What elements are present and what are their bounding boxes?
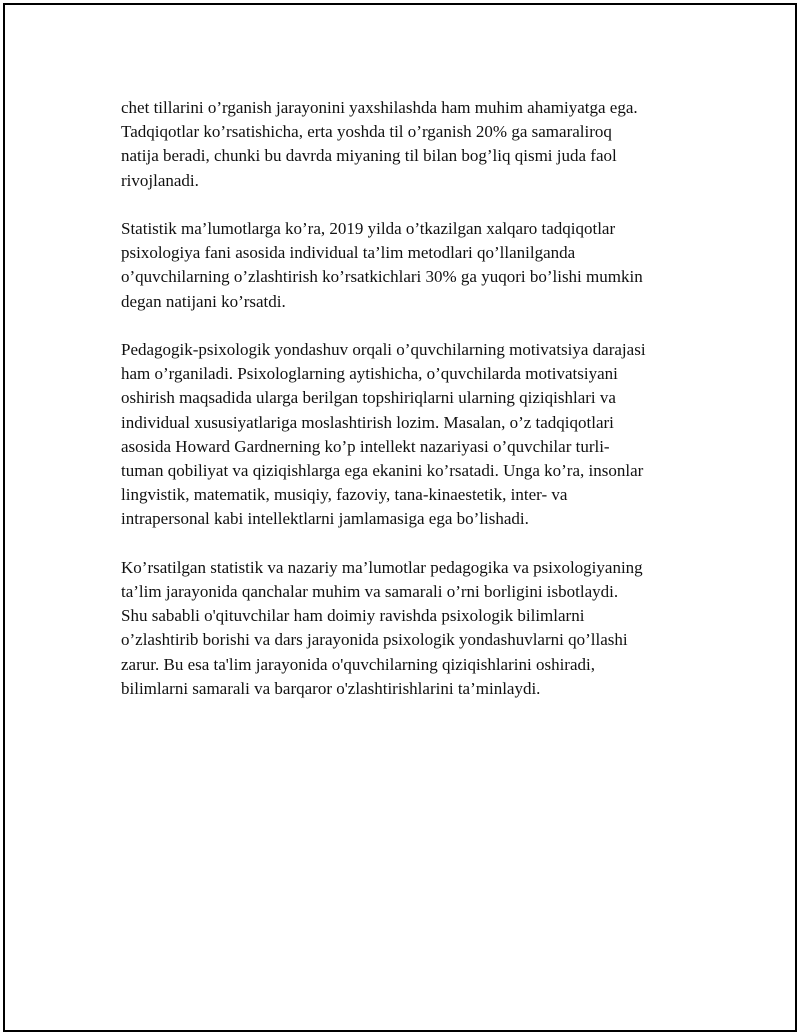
text-line: chet tillarini o’rganish jarayonini yaxshilashda ham muhim ahamiyatga ega. <box>121 98 638 117</box>
paragraph-4 <box>121 556 701 701</box>
text-line: degan natijani ko’rsatdi. <box>121 291 286 311</box>
text-line: intrapersonal kabi intellektlarni jamlamasiga ega bo’lishadi. <box>121 509 529 529</box>
text-line: individual xususiyatlariga moslashtirish lozim. Masalan, o’z tadqiqotlari <box>121 412 614 432</box>
paragraph-2 <box>121 217 701 314</box>
page-body <box>121 96 701 725</box>
text-line: o’quvchilarning o’zlashtirish ko’rsatkichlari 30% ga yuqori bo’lishi mumkin <box>121 267 643 287</box>
text-line: asosida Howard Gardnerning ko’p intellekt nazariyasi o’quvchilar turli- <box>121 436 610 456</box>
text-line: Statistik ma’lumotlarga ko’ra, 2019 yilda o’tkazilgan xalqaro tadqiqotlar <box>121 219 616 238</box>
text-line: Pedagogik-psixologik yondashuv orqali o’quvchilarning motivatsiya darajasi <box>121 340 646 359</box>
document-page <box>3 3 797 1032</box>
text-line: natija beradi, chunki bu davrda miyaning til bilan bog’liq qismi juda faol <box>121 146 617 166</box>
text-line: o’zlashtirib borishi va dars jarayonida psixologik yondashuvlarni qo’llashi <box>121 630 628 650</box>
paragraph-3 <box>121 338 701 532</box>
text-line: oshirish maqsadida ularga berilgan topshiriqlarni ularning qiziqishlari va <box>121 388 616 408</box>
text-line: Ko’rsatilgan statistik va nazariy ma’lumotlar pedagogika va psixologiyaning <box>121 557 643 577</box>
text-line: ta’lim jarayonida qanchalar muhim va samarali o’rni borligini isbotlaydi. <box>121 582 619 602</box>
text-line: Shu sababli o'qituvchilar ham doimiy ravishda psixologik bilimlarni <box>121 606 585 626</box>
text-line: zarur. Bu esa ta'lim jarayonida o'quvchilarning qiziqishlarini oshiradi, <box>121 654 595 674</box>
paragraph-1 <box>121 96 701 193</box>
text-line: psixologiya fani asosida individual ta’lim metodlari qo’llanilganda <box>121 243 576 263</box>
text-line: rivojlanadi. <box>121 170 199 190</box>
text-line: lingvistik, matematik, musiqiy, fazoviy, tana-kinaestetik, inter- va <box>121 485 568 505</box>
text-line: tuman qobiliyat va qiziqishlarga ega ekanini ko’rsatadi. Unga ko’ra, insonlar <box>121 461 644 481</box>
text-line: Tadqiqotlar ko’rsatishicha, erta yoshda til o’rganish 20% ga samaraliroq <box>121 122 612 142</box>
text-line: ham o’rganiladi. Psixologlarning aytishicha, o’quvchilarda motivatsiyani <box>121 364 618 384</box>
text-line: bilimlarni samarali va barqaror o'zlashtirishlarini ta’minlaydi. <box>121 678 541 698</box>
